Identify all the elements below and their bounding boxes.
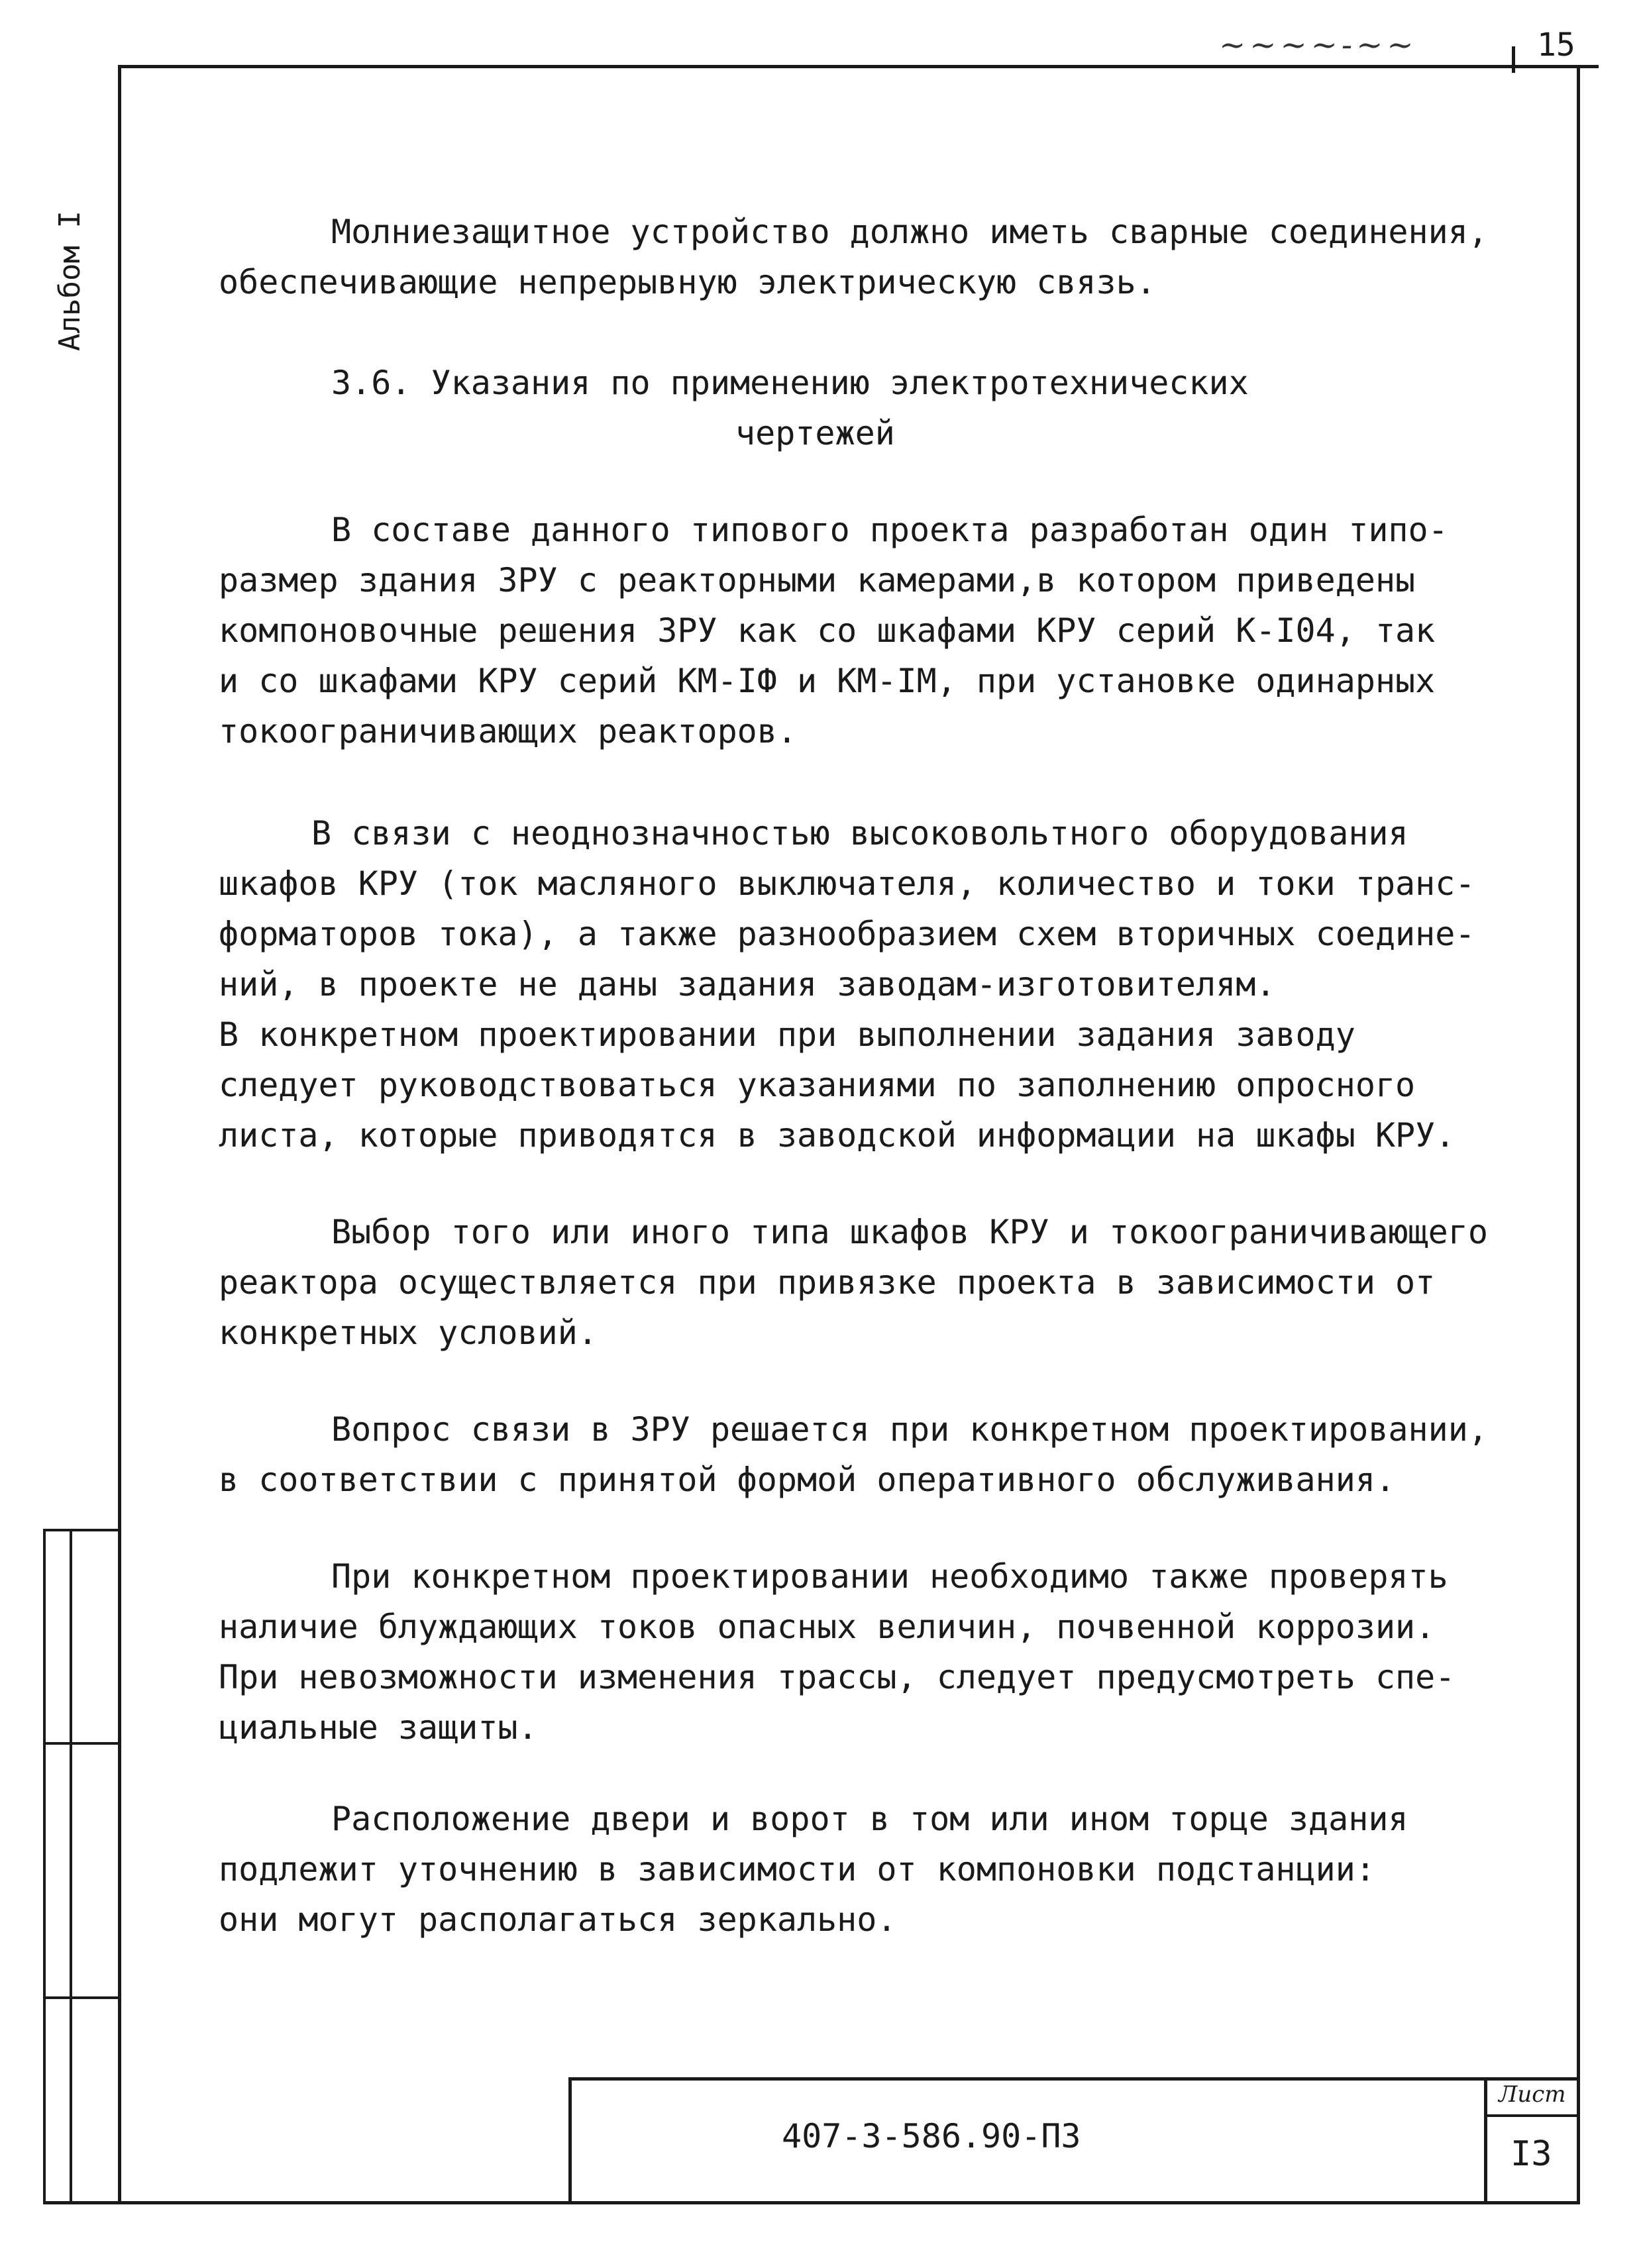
text-line: Вопрос связи в ЗРУ решается при конкретном проектировании, <box>331 1410 1488 1449</box>
binding-strip-line-1 <box>43 1529 119 1531</box>
sheet-label: Лист <box>1499 2081 1566 2108</box>
text-line: В конкретном проектировании при выполнении задания заводу <box>219 1015 1355 1054</box>
text-line: обеспечивающие непрерывную электрическую связь. <box>219 263 1156 301</box>
title-block-left <box>568 2077 572 2204</box>
paragraph-3 <box>219 808 1475 1160</box>
paragraph-1 <box>219 207 1488 307</box>
text-line: конкретных условий. <box>219 1314 598 1352</box>
text-line: и со шкафами КРУ серий КМ-IФ и КМ-IМ, при установке одинарных <box>219 662 1436 700</box>
title-block-sheet-line <box>1484 2114 1580 2117</box>
heading-line: чертежей <box>735 414 895 452</box>
header-tick <box>1512 46 1515 73</box>
binding-strip-line-2 <box>43 1742 119 1745</box>
text-line: В связи с неоднозначностью высоковольтного оборудования <box>311 814 1408 852</box>
text-line: компоновочные решения ЗРУ как со шкафами КРУ серий К-I04, так <box>219 611 1436 650</box>
text-line: Выбор того или иного типа шкафов КРУ и токоограничивающего <box>331 1213 1488 1251</box>
text-line: Молниезащитное устройство должно иметь сварные соединения, <box>331 213 1488 251</box>
paragraph-5 <box>219 1404 1488 1505</box>
document-code: 407-3-586.90-ПЗ <box>782 2117 1081 2155</box>
text-line: циальные защиты. <box>219 1708 538 1747</box>
frame-bottom-border <box>43 2201 1580 2204</box>
text-line: В составе данного типового проекта разработан один типо- <box>331 511 1448 549</box>
paragraph-7 <box>219 1794 1408 1945</box>
frame-top-border <box>118 65 1599 68</box>
paragraph-4 <box>219 1207 1488 1358</box>
frame-right-border <box>1577 65 1580 2204</box>
text-line: они могут располагаться зеркально. <box>219 1900 897 1939</box>
text-line: наличие блуждающих токов опасных величин, почвенной коррозии. <box>219 1608 1436 1646</box>
text-line: Расположение двери и ворот в том или ином торце здания <box>331 1800 1408 1838</box>
binding-strip-inner <box>70 1529 72 2204</box>
binding-strip-line-3 <box>43 1996 119 1999</box>
text-line: реактора осуществляется при привязке проекта в зависимости от <box>219 1263 1436 1302</box>
header-handwritten-note: ~~~~-~~ <box>1219 26 1418 64</box>
paragraph-2 <box>219 505 1448 756</box>
album-label: Альбом I <box>53 211 87 351</box>
heading-line: 3.6. Указания по применению электротехнических <box>331 364 1249 402</box>
text-line: размер здания ЗРУ с реакторными камерами,в котором приведены <box>219 561 1416 599</box>
text-line: шкафов КРУ (ток масляного выключателя, количество и токи транс- <box>219 864 1475 903</box>
text-line: подлежит уточнению в зависимости от компоновки подстанции: <box>219 1850 1375 1888</box>
text-line: листа, которые приводятся в заводской информации на шкафы КРУ. <box>219 1116 1456 1155</box>
section-heading <box>219 358 1249 458</box>
text-line: форматоров тока), а также разнообразием схем вторичных соедине- <box>219 915 1475 953</box>
title-block-top <box>568 2077 1580 2081</box>
binding-strip-outer <box>43 1529 46 2204</box>
title-block-divider <box>1484 2077 1487 2204</box>
header-page-number: 15 <box>1537 26 1575 64</box>
text-line: следует руководствоваться указаниями по заполнению опросного <box>219 1066 1416 1104</box>
sheet-number: I3 <box>1510 2134 1552 2174</box>
text-line: При невозможности изменения трассы, следует предусмотреть спе- <box>219 1658 1456 1696</box>
text-line: токоограничивающих реакторов. <box>219 712 797 750</box>
text-line: ний, в проекте не даны задания заводам-изготовителям. <box>219 965 1276 1004</box>
frame-left-border <box>118 65 121 2204</box>
text-line: в соответствии с принятой формой оперативного обслуживания. <box>219 1461 1396 1499</box>
text-line: При конкретном проектировании необходимо также проверять <box>331 1557 1448 1596</box>
paragraph-6 <box>219 1551 1455 1753</box>
